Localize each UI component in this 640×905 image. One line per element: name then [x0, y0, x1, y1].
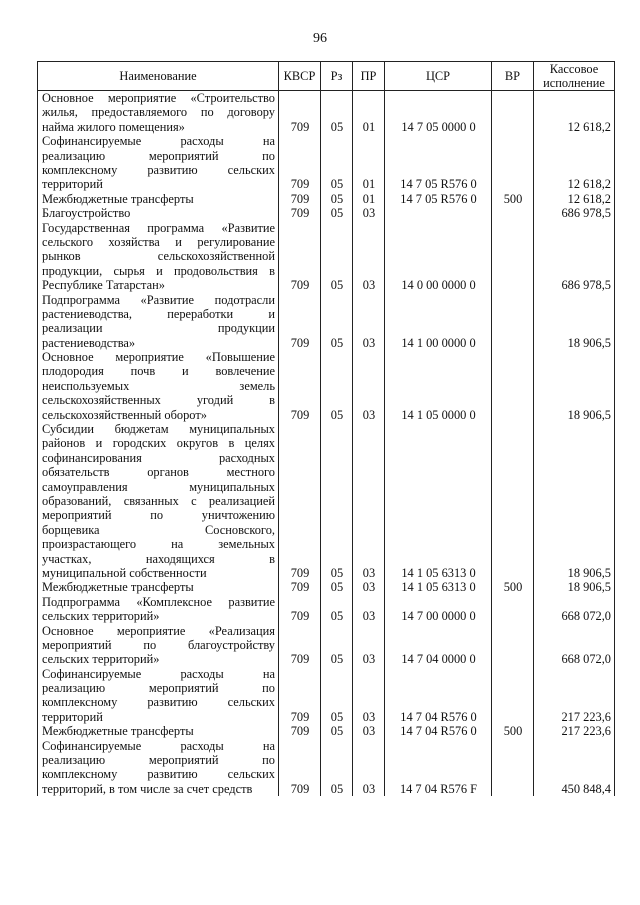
- table-row: [38, 595, 615, 624]
- row-pr: 03: [353, 293, 385, 351]
- header-amount: Кассовое исполнение: [534, 62, 615, 91]
- table-row: [38, 624, 615, 667]
- table-row: [38, 293, 615, 351]
- row-name-line: территорий: [42, 709, 103, 724]
- table-row: [38, 206, 615, 220]
- row-rz: 05: [321, 422, 353, 580]
- row-vr: [492, 206, 534, 220]
- row-rz: 05: [321, 595, 353, 624]
- row-name-line: произрастающего на земельных: [42, 537, 275, 552]
- row-rz: 05: [321, 293, 353, 351]
- row-pr: 03: [353, 624, 385, 667]
- row-name: [38, 134, 279, 192]
- row-name-line: муниципальной собственности: [42, 565, 207, 580]
- row-name-line: Межбюджетные трансферты: [42, 724, 194, 739]
- row-vr: [492, 739, 534, 797]
- row-name-line: реализацию мероприятий по: [42, 148, 275, 163]
- row-vr: [492, 595, 534, 624]
- row-name-line: жилья, предоставляемого по договору: [42, 105, 275, 120]
- row-name: [38, 206, 279, 220]
- row-vr: [492, 667, 534, 725]
- row-vr: [492, 221, 534, 293]
- row-name-line: софинансирования расходных: [42, 450, 275, 465]
- row-pr: 03: [353, 667, 385, 725]
- row-name-line: обязательств органов местного: [42, 465, 275, 480]
- row-csr: 14 7 04 R576 0: [385, 667, 492, 725]
- row-pr: 03: [353, 221, 385, 293]
- row-name: [38, 595, 279, 624]
- row-rz: 05: [321, 350, 353, 422]
- row-amount: 18 906,5: [534, 422, 615, 580]
- row-name-line: Основное мероприятие «Реализация: [42, 623, 275, 638]
- row-kvsr: 709: [279, 595, 321, 624]
- row-name-line: районов и городских округов в целях: [42, 436, 275, 451]
- row-amount: 12 618,2: [534, 192, 615, 206]
- header-rz: Рз: [321, 62, 353, 91]
- row-name-line: мероприятий по уничтожению: [42, 508, 275, 523]
- table-row: [38, 350, 615, 422]
- row-name-line: образований, связанных с реализацией: [42, 493, 275, 508]
- row-rz: 05: [321, 192, 353, 206]
- row-rz: 05: [321, 724, 353, 738]
- table-row: [38, 739, 615, 797]
- row-name-line: реализацию мероприятий по: [42, 681, 275, 696]
- row-name-line: рынков сельскохозяйственной: [42, 249, 275, 264]
- row-name-line: Подпрограмма «Развитие подотрасли: [42, 292, 275, 307]
- row-name-line: комплексному развитию сельских: [42, 767, 275, 782]
- row-csr: 14 7 04 R576 F: [385, 739, 492, 797]
- row-amount: 668 072,0: [534, 624, 615, 667]
- row-csr: 14 1 05 0000 0: [385, 350, 492, 422]
- row-name-line: плодородия почв и вовлечение: [42, 364, 275, 379]
- row-pr: 01: [353, 192, 385, 206]
- row-pr: 01: [353, 134, 385, 192]
- row-vr: [492, 350, 534, 422]
- header-kvsr: КВСР: [279, 62, 321, 91]
- row-rz: 05: [321, 221, 353, 293]
- row-name-line: Благоустройство: [42, 206, 131, 221]
- row-amount: 12 618,2: [534, 134, 615, 192]
- row-kvsr: 709: [279, 580, 321, 594]
- row-kvsr: 709: [279, 293, 321, 351]
- row-csr: 14 1 05 6313 0: [385, 580, 492, 594]
- row-name-line: найма жилого помещения»: [42, 119, 185, 134]
- row-csr: 14 0 00 0000 0: [385, 221, 492, 293]
- table-row: [38, 422, 615, 580]
- row-vr: 500: [492, 192, 534, 206]
- row-pr: 03: [353, 580, 385, 594]
- row-pr: 03: [353, 595, 385, 624]
- row-name-line: Софинансируемые расходы на: [42, 738, 275, 753]
- row-name-line: Межбюджетные трансферты: [42, 191, 194, 206]
- row-vr: [492, 422, 534, 580]
- row-name: [38, 221, 279, 293]
- row-name-line: комплексному развитию сельских: [42, 695, 275, 710]
- row-name: [38, 293, 279, 351]
- row-pr: 03: [353, 739, 385, 797]
- row-rz: 05: [321, 91, 353, 135]
- row-amount: 686 978,5: [534, 221, 615, 293]
- row-name-line: сельского хозяйства и регулирование: [42, 234, 275, 249]
- page-number: 96: [313, 31, 327, 46]
- row-name-line: участках, находящихся в: [42, 551, 275, 566]
- row-name-line: Основное мероприятие «Повышение: [42, 350, 275, 365]
- row-name-line: сельских территорий»: [42, 609, 160, 624]
- row-name-line: сельских территорий»: [42, 652, 160, 667]
- row-name-line: территорий, в том числе за счет средств: [42, 781, 253, 796]
- row-rz: 05: [321, 739, 353, 797]
- budget-table: [37, 61, 615, 796]
- row-pr: 03: [353, 724, 385, 738]
- row-name-line: Субсидии бюджетам муниципальных: [42, 422, 275, 437]
- row-kvsr: 709: [279, 724, 321, 738]
- row-name-line: реализации продукции: [42, 321, 275, 336]
- row-name-line: комплексному развитию сельских: [42, 162, 275, 177]
- row-kvsr: 709: [279, 422, 321, 580]
- row-kvsr: 709: [279, 91, 321, 135]
- row-name-line: сельскохозяйственных угодий в: [42, 393, 275, 408]
- table-row: [38, 134, 615, 192]
- row-name-line: Подпрограмма «Комплексное развитие: [42, 594, 275, 609]
- header-pr: ПР: [353, 62, 385, 91]
- row-name-line: самоуправления муниципальных: [42, 479, 275, 494]
- row-amount: 217 223,6: [534, 667, 615, 725]
- row-name: [38, 667, 279, 725]
- row-csr: 14 7 05 R576 0: [385, 134, 492, 192]
- row-name: [38, 624, 279, 667]
- row-kvsr: 709: [279, 350, 321, 422]
- row-vr: 500: [492, 724, 534, 738]
- row-name: [38, 91, 279, 135]
- row-amount: 217 223,6: [534, 724, 615, 738]
- row-pr: 01: [353, 91, 385, 135]
- row-vr: [492, 134, 534, 192]
- row-name-line: Межбюджетные трансферты: [42, 580, 194, 595]
- table-row: [38, 667, 615, 725]
- table-row: [38, 91, 615, 135]
- row-name-line: мероприятий по благоустройству: [42, 637, 275, 652]
- row-amount: 686 978,5: [534, 206, 615, 220]
- row-csr: 14 7 00 0000 0: [385, 595, 492, 624]
- row-name: [38, 192, 279, 206]
- row-kvsr: 709: [279, 624, 321, 667]
- table-row: [38, 192, 615, 206]
- table-row: [38, 724, 615, 738]
- row-amount: 450 848,4: [534, 739, 615, 797]
- row-name-line: растениеводства, переработки и: [42, 306, 275, 321]
- row-amount: 18 906,5: [534, 293, 615, 351]
- row-name-line: неиспользуемых земель: [42, 378, 275, 393]
- row-name-line: Софинансируемые расходы на: [42, 134, 275, 149]
- row-name-line: борщевика Сосновского,: [42, 522, 275, 537]
- row-csr: 14 1 00 0000 0: [385, 293, 492, 351]
- row-name: [38, 580, 279, 594]
- row-amount: 18 906,5: [534, 580, 615, 594]
- row-amount: 18 906,5: [534, 350, 615, 422]
- row-vr: 500: [492, 580, 534, 594]
- row-name-line: сельскохозяйственный оборот»: [42, 407, 207, 422]
- row-name: [38, 350, 279, 422]
- row-kvsr: 709: [279, 192, 321, 206]
- row-kvsr: 709: [279, 206, 321, 220]
- table-header-row: [38, 62, 615, 91]
- row-vr: [492, 624, 534, 667]
- row-name-line: Государственная программа «Развитие: [42, 220, 275, 235]
- row-name: [38, 739, 279, 797]
- row-rz: 05: [321, 624, 353, 667]
- row-kvsr: 709: [279, 221, 321, 293]
- row-rz: 05: [321, 580, 353, 594]
- table-row: [38, 221, 615, 293]
- row-pr: 03: [353, 350, 385, 422]
- row-vr: [492, 293, 534, 351]
- row-name-line: территорий: [42, 177, 103, 192]
- row-name-line: Софинансируемые расходы на: [42, 666, 275, 681]
- row-kvsr: 709: [279, 667, 321, 725]
- row-pr: 03: [353, 206, 385, 220]
- row-kvsr: 709: [279, 739, 321, 797]
- row-amount: 668 072,0: [534, 595, 615, 624]
- header-csr: ЦСР: [385, 62, 492, 91]
- row-name-line: продукции, сырья и продовольствия в: [42, 263, 275, 278]
- row-csr: 14 7 05 0000 0: [385, 91, 492, 135]
- row-csr: [385, 206, 492, 220]
- row-csr: 14 1 05 6313 0: [385, 422, 492, 580]
- row-name-line: растениеводства»: [42, 335, 136, 350]
- row-csr: 14 7 05 R576 0: [385, 192, 492, 206]
- row-vr: [492, 91, 534, 135]
- row-amount: 12 618,2: [534, 91, 615, 135]
- row-rz: 05: [321, 206, 353, 220]
- row-pr: 03: [353, 422, 385, 580]
- row-name-line: реализацию мероприятий по: [42, 753, 275, 768]
- row-name: [38, 724, 279, 738]
- row-csr: 14 7 04 R576 0: [385, 724, 492, 738]
- row-rz: 05: [321, 134, 353, 192]
- row-rz: 05: [321, 667, 353, 725]
- row-name: [38, 422, 279, 580]
- row-name-line: Республике Татарстан»: [42, 278, 165, 293]
- row-kvsr: 709: [279, 134, 321, 192]
- table-row: [38, 580, 615, 594]
- header-vr: ВР: [492, 62, 534, 91]
- header-name: Наименование: [38, 62, 279, 91]
- row-name-line: Основное мероприятие «Строительство: [42, 91, 275, 105]
- row-csr: 14 7 04 0000 0: [385, 624, 492, 667]
